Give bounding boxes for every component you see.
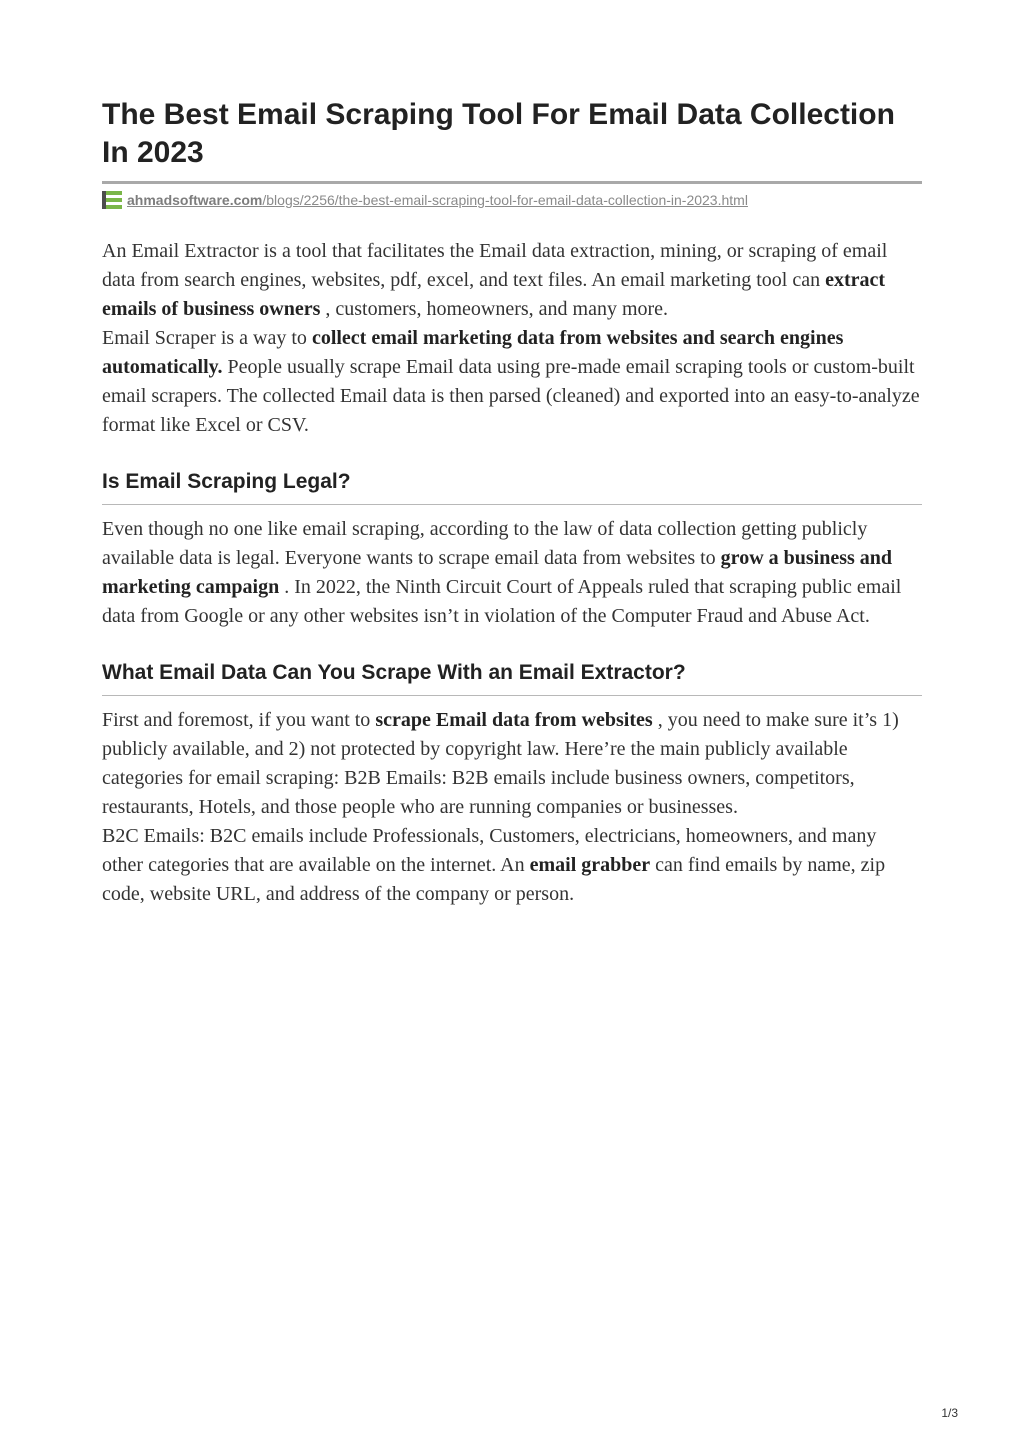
legal-p1-bold: grow a business and marketing campaign	[102, 547, 893, 598]
section-heading-data: What Email Data Can You Scrape With an Email Extractor?	[102, 661, 686, 684]
intro-p1-text-a: An Email Extractor is a tool that facilitates the Email data extraction, mining, or scraping of email data from search engines, websites, pdf, excel, and text files. An email marketing tool can	[102, 240, 888, 291]
section-divider	[102, 695, 922, 696]
data-p1-bold: scrape Email data from websites	[375, 709, 653, 731]
data-p2-text-b: can find emails by name, zip code, website URL, and address of the company or person.	[102, 854, 886, 905]
intro-p1-text-b: , customers, homeowners, and many more.	[320, 298, 669, 320]
legal-p1-text-a: Even though no one like email scraping, according to the law of data collection getting publicly available data is legal. Everyone wants to scrape email data from websites to	[102, 518, 868, 569]
intro-p2-text-b: People usually scrape Email data using pre-made email scraping tools or custom-built email scrapers. The collected Email data is then parsed (cleaned) and exported into an easy-to-analyze format like Excel or CSV.	[102, 356, 920, 436]
source-domain: ahmadsoftware.com	[127, 192, 263, 208]
data-p2-text-a: B2C Emails: B2C emails include Professionals, Customers, electricians, homeowners, and many other categories that are available on the internet. An	[102, 825, 877, 876]
data-paragraph-1	[102, 706, 922, 822]
data-p1-text-b: , you need to make sure it’s 1) publicly available, and 2) not protected by copyright law. Here’re the main publicly available categories for email scraping: B2B Emails: B2B emails include business owners, competitors, restaurants, Hotels, and those people who are running companies or businesses.	[102, 709, 899, 818]
intro-p2-text-a: Email Scraper is a way to	[102, 327, 312, 349]
section-heading-legal: Is Email Scraping Legal?	[102, 470, 351, 493]
legal-p1-text-b: . In 2022, the Ninth Circuit Court of Appeals ruled that scraping public email data from Google or any other websites isn’t in violation of the Computer Fraud and Abuse Act.	[102, 576, 902, 627]
page-title: The Best Email Scraping Tool For Email Data Collection In 2023	[102, 98, 895, 169]
legal-paragraph	[102, 515, 922, 631]
intro-paragraph-1	[102, 237, 922, 324]
data-p2-bold: email grabber	[529, 854, 651, 876]
document-page	[102, 0, 922, 909]
source-link[interactable]	[127, 191, 748, 209]
page-number: 1/3	[941, 1406, 958, 1420]
source-line	[102, 191, 922, 209]
data-paragraph-2	[102, 822, 922, 909]
section-divider	[102, 504, 922, 505]
site-logo-icon	[102, 191, 122, 209]
intro-paragraph-2	[102, 324, 922, 440]
intro-p2-bold: collect email marketing data from websites and search engines automatically.	[102, 327, 844, 378]
title-divider	[102, 181, 922, 184]
data-p1-text-a: First and foremost, if you want to	[102, 709, 376, 731]
source-path: /blogs/2256/the-best-email-scraping-tool-for-email-data-collection-in-2023.html	[262, 192, 748, 208]
intro-p1-bold: extract emails of business owners	[102, 269, 886, 320]
